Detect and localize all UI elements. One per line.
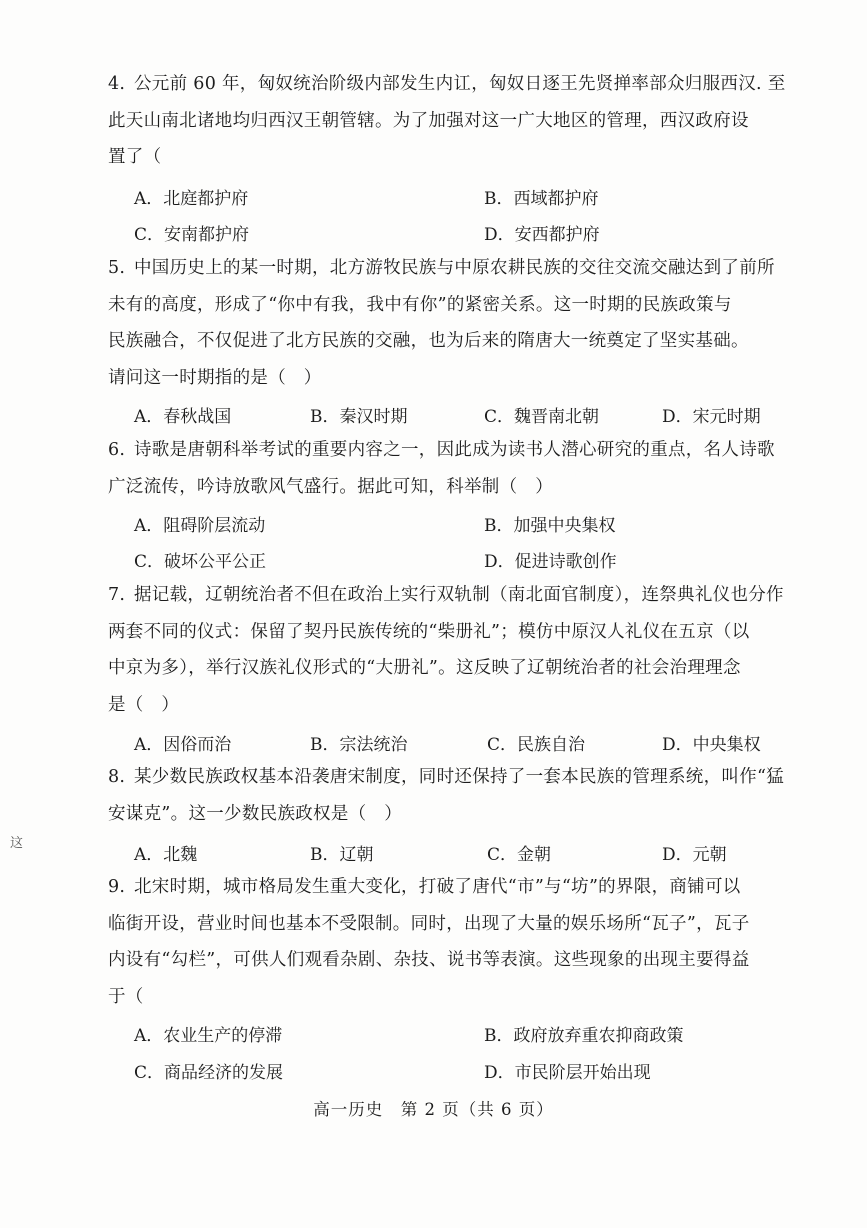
question-4-line-2: 此天山南北诸地均归西汉王朝管辖。为了加强对这一广大地区的管理，西汉政府设 bbox=[108, 110, 749, 131]
question-7-number: 7. bbox=[108, 585, 126, 605]
question-5-line-3: 民族融合，不仅促进了北方民族的交融，也为后来的隋唐大一统奠定了坚实基础。 bbox=[108, 331, 749, 351]
question-7-line-3: 中京为多），举行汉族礼仪形式的“大册礼”。这反映了辽朝统治者的社会治理理念 bbox=[108, 658, 741, 678]
question-6-line-2: 广泛流传，吟诗放歌风气盛行。据此可知，科举制（ ） bbox=[108, 476, 553, 497]
question-5-line-1: 5. 中国历史上的某一时期，北方游牧民族与中原农耕民族的交往交流交融达到了前所 bbox=[108, 250, 768, 287]
question-8 bbox=[108, 759, 785, 832]
question-5 bbox=[108, 250, 775, 396]
option-c[interactable]: C．破坏公平公正 bbox=[134, 552, 267, 572]
option-c[interactable]: C．金朝 bbox=[487, 845, 552, 865]
question-5-number: 5. bbox=[108, 258, 126, 278]
question-4-line-1: 4. 公元前 60 年，匈奴统治阶级内部发生内讧，匈奴日逐王先贤掸率部众归服西汉. 至 bbox=[108, 66, 768, 103]
option-b[interactable]: B．西域都护府 bbox=[484, 189, 599, 209]
question-9 bbox=[108, 869, 768, 1015]
question-7-line-1: 7. 据记载，辽朝统治者不但在政治上实行双轨制（南北面官制度），连祭典礼仪也分作 bbox=[108, 577, 768, 614]
question-4-number: 4. bbox=[108, 74, 126, 94]
option-d[interactable]: D．中央集权 bbox=[662, 735, 761, 755]
question-5-line-2: 未有的高度，形成了“你中有我，我中有你”的紧密关系。这一时期的民族政策与 bbox=[108, 294, 732, 315]
question-8-line-2: 安谋克”。这一少数民族政权是（ ） bbox=[108, 803, 403, 824]
question-9-line-2: 临街开设，营业时间也基本不受限制。同时，出现了大量的娱乐场所“瓦子”，瓦子 bbox=[108, 913, 750, 934]
option-b[interactable]: B．秦汉时期 bbox=[310, 407, 408, 427]
question-6 bbox=[108, 432, 775, 505]
question-8-number: 8. bbox=[108, 767, 126, 787]
question-9-line-1: 9. 北宋时期，城市格局发生重大变化，打破了唐代“市”与“坊”的界限，商铺可以 bbox=[108, 869, 768, 906]
question-7 bbox=[108, 577, 784, 723]
option-d[interactable]: D．市民阶层开始出现 bbox=[484, 1063, 651, 1083]
option-c[interactable]: C．安南都护府 bbox=[134, 225, 250, 245]
option-a[interactable]: A．阻碍阶层流动 bbox=[134, 516, 266, 536]
option-a[interactable]: A．春秋战国 bbox=[134, 407, 232, 427]
question-6-line-1: 6. 诗歌是唐朝科举考试的重要内容之一，因此成为读书人潜心研究的重点，名人诗歌 bbox=[108, 432, 768, 469]
option-a[interactable]: A．北庭都护府 bbox=[134, 189, 249, 209]
question-9-number: 9. bbox=[108, 877, 126, 897]
option-d[interactable]: D．促进诗歌创作 bbox=[484, 552, 617, 572]
question-5-line-4: 请问这一时期指的是（ ） bbox=[108, 367, 322, 388]
question-9-line-3: 内设有“勾栏”，可供人们观看杂剧、杂技、说书等表演。这些现象的出现主要得益 bbox=[108, 950, 750, 970]
question-7-line-4: 是（ ） bbox=[108, 694, 180, 715]
question-4-line-3: 置了（ bbox=[108, 147, 162, 167]
option-c[interactable]: C．商品经济的发展 bbox=[134, 1063, 284, 1083]
option-d[interactable]: D．安西都护府 bbox=[484, 225, 600, 245]
page-footer: 高一历史 第 2 页（共 6 页） bbox=[313, 1100, 554, 1119]
option-b[interactable]: B．政府放弃重农抑商政策 bbox=[484, 1026, 684, 1046]
option-a[interactable]: A．因俗而治 bbox=[134, 735, 232, 755]
option-b[interactable]: B．加强中央集权 bbox=[484, 516, 616, 536]
option-d[interactable]: D．元朝 bbox=[662, 845, 727, 865]
question-9-line-4: 于（ bbox=[108, 986, 144, 1007]
margin-mark: 这 bbox=[10, 836, 24, 851]
question-8-line-1: 8. 某少数民族政权基本沿袭唐宋制度，同时还保持了一套本民族的管理系统，叫作“猛 bbox=[108, 759, 768, 796]
option-b[interactable]: B．辽朝 bbox=[310, 845, 374, 865]
option-c[interactable]: C．魏晋南北朝 bbox=[484, 407, 600, 427]
question-6-number: 6. bbox=[108, 440, 126, 460]
option-c[interactable]: C．民族自治 bbox=[487, 735, 586, 755]
option-a[interactable]: A．北魏 bbox=[134, 845, 198, 865]
option-b[interactable]: B．宗法统治 bbox=[310, 735, 408, 755]
option-a[interactable]: A．农业生产的停滞 bbox=[134, 1026, 283, 1046]
question-4 bbox=[108, 66, 786, 176]
question-7-line-2: 两套不同的仪式：保留了契丹民族传统的“柴册礼”；模仿中原汉人礼仪在五京（以 bbox=[108, 621, 750, 642]
option-d[interactable]: D．宋元时期 bbox=[662, 407, 761, 427]
